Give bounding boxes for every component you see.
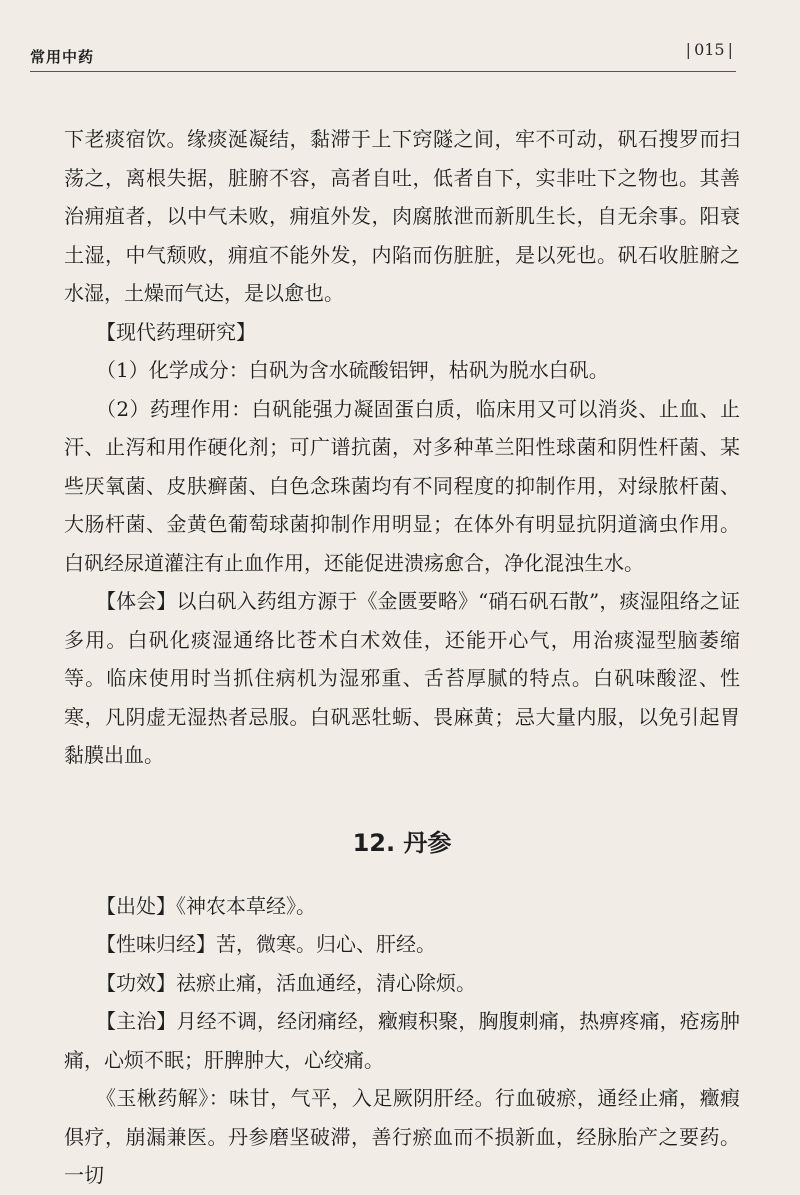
pharmacology: （2）药理作用：白矾能强力凝固蛋白质，临床用又可以消炎、止血、止汗、止泻和用作硬化剂；可广谱抗菌，对多种革兰阳性球菌和阴性杆菌、某些厌氧菌、皮肤癣菌、白色念珠菌均有不同程度的抑制作用，对绿脓杆菌、大肠杆菌、金黄色葡萄球菌抑制作用明显；在体外有明显抗阴道滴虫作用。白矾经尿道灌注有止血作用，还能促进溃疡愈合，净化混浊生水。: [64, 396, 740, 575]
entry-label: 【功效】: [96, 970, 176, 995]
entry-efficacy: [64, 964, 740, 1003]
entry-source: [64, 887, 740, 926]
entry-text: 苦，微寒。归心、肝经。: [216, 932, 436, 956]
experience-paragraph: [64, 582, 740, 775]
page-header: [30, 40, 736, 74]
experience-label: 【体会】: [96, 589, 177, 613]
entry-label: 【性味归经】: [96, 932, 216, 956]
header-rule: [30, 71, 736, 72]
paragraph-continuation: 下老痰宿饮。缘痰涎凝结，黏滞于上下窍隧之间，牢不可动，矾石搜罗而扫荡之，离根失据，脏腑不容，高者自吐，低者自下，实非吐下之物也。其善治痈疽者，以中气未败，痈疽外发，肉腐脓泄而新肌生长，自无余事。阳衰土湿，中气颓败，痈疽不能外发，内陷而伤脏脏，是以死也。矾石收脏腑之水湿，土燥而气达，是以愈也。: [64, 127, 740, 305]
experience-text: 以白矾入药组方源于《金匮要略》“硝石矾石散”，痰湿阻络之证多用。白矾化痰湿通络比苍术白术效佳，还能开心气，用治痰湿型脑萎缩等。临床使用时当抓住病机为湿邪重、舌苔厚腻的特点。白矾味酸涩、性寒，凡阴虚无湿热者忌服。白矾恶牡蛎、畏麻黄；忌大量内服，以免引起胃黏膜出血。: [64, 589, 741, 767]
modern-research-heading: 【现代药理研究】: [96, 319, 256, 344]
quote-yuqiu: 《玉楸药解》：味甘，气平，入足厥阴肝经。行血破瘀，通经止痛，癥瘕俱疗，崩漏兼医。丹参磨坚破滞，善行瘀血而不损新血，经脉胎产之要药。一切: [64, 1086, 740, 1187]
entry-text: 《神农本草经》。: [176, 893, 316, 918]
chemical-composition: （1）化学成分：白矾为含水硫酸铝钾，枯矾为脱水白矾。: [96, 358, 609, 382]
entry-nature: [64, 925, 740, 964]
page-number: | 015 |: [685, 40, 733, 59]
page-number-value: 015: [694, 40, 725, 59]
entry-text: 月经不调，经闭痛经，癥瘕积聚，胸腹刺痛，热痹疼痛，疮疡肿痛，心烦不眠；肝脾肿大，心绞痛。: [64, 1009, 741, 1072]
entry-indications: [64, 1002, 740, 1079]
entry-label: 【主治】: [96, 1009, 177, 1033]
entry-text: 祛瘀止痛，活血通经，清心除烦。: [176, 970, 476, 995]
entry-label: 【出处】: [96, 893, 176, 918]
section-title: 12. 丹参: [352, 828, 452, 857]
page-body: [64, 120, 740, 1195]
running-title: 常用中药: [30, 48, 95, 66]
